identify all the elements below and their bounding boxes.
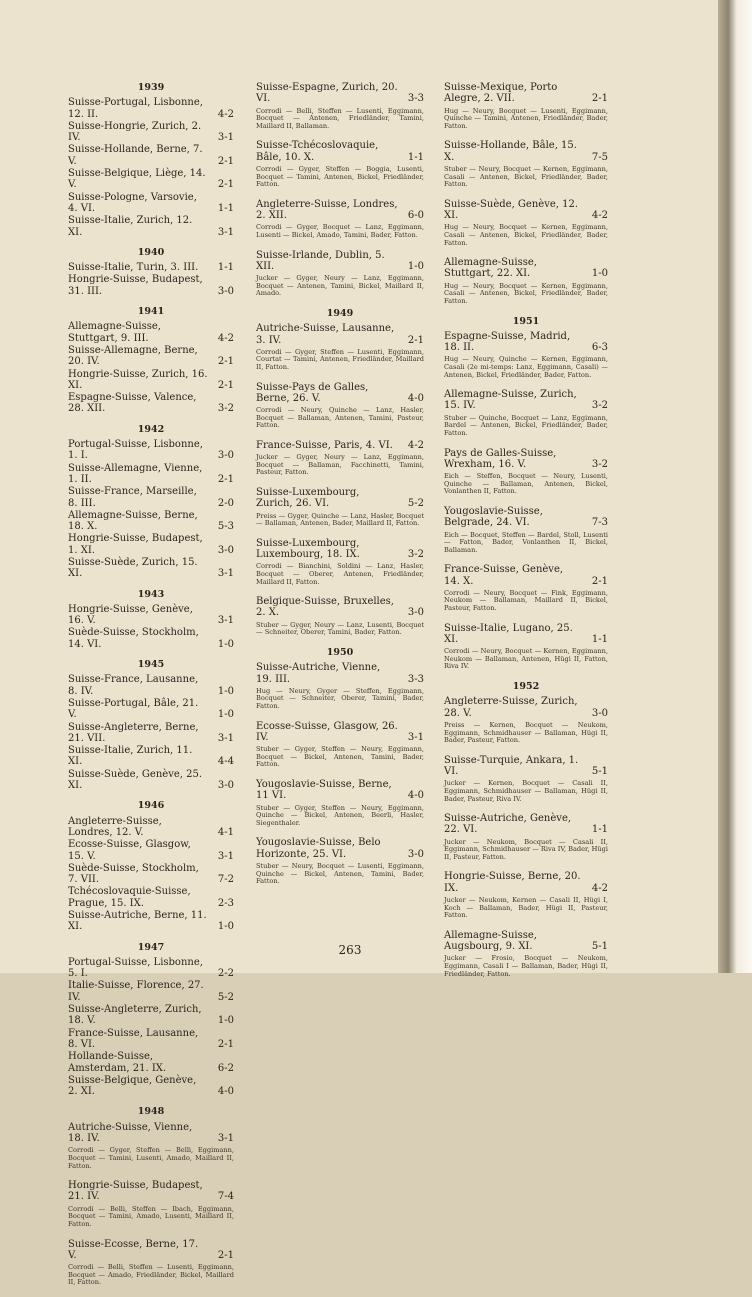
match-title: Suisse-Hongrie, Zurich, 2. IV. (68, 120, 202, 144)
match-entry (68, 192, 234, 215)
match-score: 3-0 (217, 285, 234, 297)
lineup-text: Corrodi — Gyger, Steffen — Boggia, Lusenti, Bocquet — Tamini, Antenen, Bickel, Friedländer, Fatton. (256, 164, 424, 189)
match-score: 3-0 (407, 848, 424, 860)
match-title: Tchécoslovaquie-Suisse, Prague, 15. IX. (68, 886, 191, 909)
match-title: Suisse-Angleterre, Berne, 21. VII. (68, 721, 199, 744)
match-entry (68, 345, 234, 368)
year-heading: 1941 (137, 306, 165, 318)
match-score: 3-0 (217, 450, 234, 462)
match-entry (256, 662, 424, 685)
lineup-text: Eich — Bocquet, Steffen — Bardel, Stoll, Lusenti — Fatton, Bader, Vonlanthen II, Bickel, Ballaman. (444, 530, 608, 554)
match-score: 3-0 (591, 707, 608, 719)
match-title: Suisse-Pays de Galles, Berne, 26. V. (256, 381, 369, 404)
match-title: Autriche-Suisse, Lausanne, 3. IV. (256, 323, 395, 346)
match-score: 1-1 (591, 824, 608, 836)
match-title: Suisse-Hollande, Bâle, 15. X. (444, 140, 577, 163)
match-entry (444, 930, 608, 953)
match-entry (68, 486, 234, 509)
match-entry (256, 837, 424, 860)
match-entry (68, 533, 234, 556)
lineup-text: Jucker — Kernen, Bocquet — Casali II, Eggimann, Schmidhauser — Ballaman, Hügi II, Bader, Pasteur, Riva IV. (444, 779, 608, 803)
match-title: Suisse-Suède, Genève, 12. XI. (444, 198, 579, 222)
match-title: France-Suisse, Paris, 4. VI. (256, 439, 393, 451)
match-title: Suisse-Belgique, Genève, 2. XI. (68, 1074, 197, 1098)
match-entry (68, 674, 234, 697)
match-score: 6-0 (407, 210, 424, 222)
lineup-text: Hug — Neury, Bocquet — Kernen, Eggimann, Casali — Antenen, Bickel, Friedländer, Bader, Fatton. (444, 223, 608, 247)
match-entry (68, 1004, 234, 1027)
match-entry (256, 440, 424, 451)
match-score: 1-0 (217, 709, 234, 721)
match-title: Suisse-Portugal, Lisbonne, 12. II. (68, 97, 203, 120)
match-score: 1-1 (591, 633, 608, 645)
match-title: Suisse-Luxembourg, Luxembourg, 18. IX. (256, 537, 360, 561)
match-score: 2-0 (217, 497, 234, 509)
match-score: 4-0 (217, 1086, 234, 1098)
match-entry (68, 1075, 234, 1098)
match-score: 2-1 (217, 1038, 234, 1050)
lineup-text: Stuber — Gyger, Steffen — Neury, Eggimann, Bocquet — Bickel, Antenen, Tamini, Bader, Fatton. (256, 745, 424, 769)
match-score: 4-4 (217, 756, 234, 768)
match-title: Angleterre-Suisse, Londres, 2. XII. (256, 198, 398, 222)
match-entry (68, 839, 234, 862)
match-title: Portugal-Suisse, Lisbonne, 5. I. (68, 956, 203, 980)
match-title: Hollande-Suisse, Amsterdam, 21. IX. (68, 1051, 167, 1074)
match-entry (68, 722, 234, 745)
match-entry (68, 769, 234, 792)
match-title: Suisse-Italie, Zurich, 12. XI. (68, 215, 193, 238)
year-heading: 1949 (326, 307, 354, 319)
match-title: France-Suisse, Lausanne, 8. VI. (68, 1027, 199, 1050)
match-entry (68, 1180, 234, 1203)
match-entry (444, 331, 608, 354)
match-score: 1-0 (217, 1015, 234, 1027)
year-heading: 1940 (137, 246, 165, 258)
match-score: 1-1 (217, 262, 234, 274)
match-entry (68, 97, 234, 120)
match-entry (68, 1028, 234, 1051)
match-entry (444, 871, 608, 894)
match-entry (444, 696, 608, 719)
match-score: 5-1 (591, 941, 608, 953)
match-score: 7-4 (217, 1191, 234, 1203)
match-title: Espagne-Suisse, Madrid, 18. II. (444, 330, 571, 354)
match-title: Allemagne-Suisse, Stuttgart, 22. XI. (444, 257, 537, 280)
match-score: 3-2 (591, 400, 608, 412)
match-score: 6-3 (591, 342, 608, 354)
match-score: 2-1 (217, 356, 234, 368)
match-entry (444, 257, 608, 280)
lineup-text: Jucker — Neukom, Kernen — Casali II, Hügi I, Koch — Ballaman, Bader, Hügi II, Pasteur, Fatton. (444, 896, 608, 920)
match-title: Angleterre-Suisse, Zurich, 28. V. (444, 696, 578, 719)
column-1 (68, 82, 234, 1297)
match-title: Hongrie-Suisse, Budapest, 1. XI. (68, 533, 203, 556)
match-score: 4-2 (591, 210, 608, 222)
lineup-text: Jucker — Frosio, Bocquet — Neukom, Eggimann, Casali I — Ballaman, Bader, Hügi II, Friedländer, Fatton. (444, 954, 608, 978)
match-entry (68, 510, 234, 533)
match-entry (444, 623, 608, 646)
match-entry (68, 1122, 234, 1145)
match-score: 2-3 (217, 897, 234, 909)
match-title: Suisse-Italie, Turin, 3. III. (68, 262, 199, 274)
match-score: 3-2 (407, 549, 424, 561)
match-score: 3-1 (217, 615, 234, 627)
match-title: Suisse-Hollande, Berne, 7. V. (68, 144, 203, 167)
match-entry (68, 463, 234, 486)
lineup-text: Corrodi — Gyger, Bocquet — Lanz, Eggimann, Lusenti — Bickel, Amado, Tamini, Bader, Fatton. (256, 223, 424, 239)
match-entry (68, 392, 234, 415)
match-title: Suisse-Angleterre, Zurich, 18. V. (68, 1004, 202, 1027)
match-entry (444, 813, 608, 836)
match-score: 2-1 (217, 179, 234, 191)
lineup-text: Hug — Neury, Bocquet — Lusenti, Eggimann, Quinche — Tamini, Antenen, Friedländer, Bader, Fatton. (444, 106, 608, 130)
lineup-text: Hug — Neury, Bocquet — Kernen, Eggimann, Casali — Antenen, Bickel, Friedländer, Bader, Fatton. (444, 281, 608, 305)
year-heading: 1951 (512, 315, 540, 327)
match-title: Suisse-Luxembourg, Zurich, 26. VI. (256, 487, 360, 510)
lineup-text: Eich — Steffen, Bocquet — Neury, Lusenti, Quinche — Ballaman, Antenen, Bickel, Vonlanthen II, Fatton. (444, 472, 608, 496)
match-title: Italie-Suisse, Florence, 27. IV. (68, 980, 204, 1003)
match-score: 2-2 (217, 968, 234, 980)
year-heading: 1946 (137, 800, 165, 812)
match-title: Hongrie-Suisse, Berne, 20. IX. (444, 871, 581, 894)
match-score: 3-1 (217, 1133, 234, 1145)
match-entry (68, 627, 234, 650)
match-score: 3-3 (407, 673, 424, 685)
match-title: Pays de Galles-Suisse, Wrexham, 16. V. (444, 447, 557, 470)
match-entry (444, 82, 608, 105)
match-title: Suisse-Autriche, Vienne, 19. III. (256, 662, 381, 685)
match-title: Hongrie-Suisse, Budapest, 31. III. (68, 274, 203, 297)
match-score: 5-3 (217, 521, 234, 533)
year-heading: 1947 (137, 941, 165, 953)
match-entry (68, 144, 234, 167)
match-title: Suisse-Turquie, Ankara, 1. VI. (444, 754, 579, 778)
match-score: 3-1 (217, 226, 234, 238)
year-heading: 1945 (137, 659, 165, 671)
match-entry (444, 140, 608, 163)
match-title: Suisse-Mexique, Porto Alegre, 2. VII. (444, 82, 558, 105)
match-score: 5-1 (591, 766, 608, 778)
lineup-text: Corrodi — Neury, Bocquet — Fink, Eggimann, Neukom — Ballaman, Maillard II, Bickel, Pasteur, Fatton. (444, 588, 608, 613)
match-score: 2-1 (217, 379, 234, 391)
match-title: Suisse-Italie, Lugano, 25. XI. (444, 622, 573, 645)
match-title: Yougoslavie-Suisse, Berne, 11 VI. (256, 779, 392, 802)
match-entry (68, 863, 234, 886)
match-entry (256, 199, 424, 222)
match-entry (256, 250, 424, 273)
match-score: 2-1 (217, 1249, 234, 1261)
match-entry (68, 1051, 234, 1074)
lineup-text: Stuber — Quinche, Bocquet — Lanz, Eggimann, Bardel — Antenen, Bickel, Friedländer, Bader, Fatton. (444, 413, 608, 437)
match-entry (68, 1239, 234, 1262)
match-entry (256, 323, 424, 346)
match-title: Suisse-Tchécoslovaquie, Bâle, 10. X. (256, 140, 379, 163)
match-entry (68, 262, 234, 273)
match-title: Suisse-Allemagne, Berne, 20. IV. (68, 344, 198, 368)
lineup-text: Corrodi — Bianchini, Soldini — Lanz, Hasler, Bocquet — Oberer, Antenen, Friedländer, Maillard II, Fatton. (256, 562, 424, 586)
match-entry (256, 487, 424, 510)
match-entry (256, 779, 424, 802)
match-entry (68, 121, 234, 144)
column-3 (444, 82, 608, 988)
match-score: 4-2 (217, 108, 234, 120)
lineup-text: Jucker — Neukom, Bocquet — Casali II, Eggimann, Schmidhauser — Riva IV, Bader, Hügi II, Pasteur, Fatton. (444, 837, 608, 861)
match-entry (68, 886, 234, 909)
match-score: 4-1 (217, 826, 234, 838)
year-heading: 1942 (137, 423, 165, 435)
lineup-text: Corrodi — Gyger, Steffen — Belli, Eggimann, Bocquet — Tamini, Lusenti, Amado, Maillard II, Fatton. (68, 1146, 234, 1170)
match-title: Allemagne-Suisse, Augsbourg, 9. XI. (444, 929, 537, 953)
match-score: 4-2 (217, 332, 234, 344)
match-title: Suisse-Belgique, Liège, 14. V. (68, 168, 206, 191)
match-entry (256, 82, 424, 105)
match-title: Suisse-Pologne, Varsovie, 4. VI. (68, 191, 197, 214)
match-title: Allemagne-Suisse, Zurich, 15. IV. (444, 389, 577, 412)
match-title: Suède-Suisse, Stockholm, 14. VI. (68, 627, 199, 650)
match-title: Suisse-France, Lausanne, 8. IV. (68, 674, 199, 697)
match-score: 1-0 (217, 638, 234, 650)
match-entry (68, 604, 234, 627)
match-entry (256, 596, 424, 619)
match-title: Yougoslavie-Suisse, Belo Horizonte, 25. VI. (256, 837, 381, 860)
match-score: 3-1 (217, 732, 234, 744)
match-title: Hongrie-Suisse, Genève, 16. V. (68, 603, 193, 627)
year-heading: 1950 (326, 646, 354, 658)
match-score: 5-2 (407, 498, 424, 510)
match-title: France-Suisse, Genève, 14. X. (444, 564, 564, 587)
lineup-text: Stuber — Neury, Bocquet — Kernen, Eggimann, Casali — Antenen, Bickel, Friedländer, Bader, Fatton. (444, 164, 608, 189)
match-entry (68, 557, 234, 580)
page-number: 263 (338, 943, 362, 957)
column-2 (256, 82, 424, 896)
lineup-text: Corrodi — Neury, Quinche — Lanz, Hasler, Bocquet — Ballaman, Antenen, Tamini, Pasteur, Fatton. (256, 406, 424, 430)
match-entry (68, 698, 234, 721)
match-title: Hongrie-Suisse, Zurich, 16. XI. (68, 368, 208, 391)
match-score: 3-3 (407, 93, 424, 105)
match-entry (68, 980, 234, 1003)
match-score: 4-2 (407, 439, 424, 451)
match-score: 4-0 (407, 790, 424, 802)
match-title: Belgique-Suisse, Bruxelles, 2. X. (256, 596, 394, 619)
match-entry (256, 140, 424, 163)
year-heading: 1943 (137, 588, 165, 600)
match-title: Suisse-Autriche, Genève, 22. VI. (444, 813, 572, 836)
match-score: 2-1 (591, 575, 608, 587)
match-title: Suisse-Suède, Genève, 25. XI. (68, 768, 203, 792)
lineup-text: Stuber — Gyger, Steffen — Neury, Eggimann, Quinche — Bickel, Antenen, Beerli, Hasler, Siegenthaler. (256, 803, 424, 827)
match-entry (444, 755, 608, 778)
match-score: 1-1 (407, 151, 424, 163)
match-entry (256, 538, 424, 561)
match-score: 1-0 (217, 685, 234, 697)
match-entry (68, 274, 234, 297)
match-score: 5-2 (217, 991, 234, 1003)
match-title: Yougoslavie-Suisse, Belgrade, 24. VI. (444, 505, 543, 529)
year-heading: 1948 (137, 1106, 165, 1118)
match-score: 7-3 (591, 517, 608, 529)
match-score: 4-0 (407, 392, 424, 404)
match-title: Suisse-Suède, Zurich, 15. XI. (68, 556, 198, 580)
match-score: 1-0 (217, 921, 234, 933)
match-score: 1-0 (591, 268, 608, 280)
match-title: Ecosse-Suisse, Glasgow, 26. IV. (256, 720, 398, 743)
match-score: 3-1 (217, 132, 234, 144)
match-score: 3-1 (407, 731, 424, 743)
match-score: 6-2 (217, 1062, 234, 1074)
match-score: 3-1 (217, 568, 234, 580)
match-score: 1-1 (217, 202, 234, 214)
match-entry (68, 369, 234, 392)
match-entry (68, 910, 234, 933)
match-entry (68, 439, 234, 462)
lineup-text: Corrodi — Belli, Steffen — Lusenti, Eggimann, Bocquet — Amado, Friedländer, Bickel, Maillard II, Fatton. (68, 1263, 234, 1287)
match-score: 2-1 (217, 155, 234, 167)
match-score: 3-0 (217, 780, 234, 792)
match-title: Allemagne-Suisse, Berne, 18. X. (68, 509, 198, 533)
lineup-text: Jucker — Gyger, Neury — Lanz, Eggimann, Bocquet — Ballaman, Facchinetti, Tamini, Pasteur, Fatton. (256, 453, 424, 477)
match-score: 3-1 (217, 850, 234, 862)
match-title: Suisse-Espagne, Zurich, 20. VI. (256, 82, 398, 105)
year-heading: 1952 (512, 681, 540, 693)
match-entry (68, 816, 234, 839)
match-title: Autriche-Suisse, Vienne, 18. IV. (68, 1121, 193, 1145)
match-title: Suisse-Irlande, Dublin, 5. XII. (256, 249, 385, 272)
match-score: 1-0 (407, 260, 424, 272)
lineup-text: Corrodi — Gyger, Steffen — Lusenti, Eggimann, Courtat — Tamini, Antenen, Friedländer, Maillard II, Fatton. (256, 347, 424, 371)
lineup-text: Corrodi — Neury, Bocquet — Kernen, Eggimann, Neukom — Ballaman, Antenen, Hügi II, Fatton, Riva IV. (444, 647, 608, 671)
match-score: 3-0 (217, 544, 234, 556)
lineup-text: Preiss — Gyger, Quinche — Lanz, Hasler, Bocquet — Ballaman, Antenen, Bader, Maillard II, Fatton. (256, 511, 424, 528)
lineup-text: Hug — Neury, Gyger — Steffen, Eggimann, Bocquet — Schneiter, Oberer, Tamini, Bader, Fatton. (256, 686, 424, 711)
match-title: Suède-Suisse, Stockholm, 7. VII. (68, 862, 199, 886)
match-entry (68, 215, 234, 238)
lineup-text: Stuber — Neury, Bocquet — Lusenti, Eggimann, Quinche — Bickel, Antenen, Tamini, Bader, Fatton. (256, 861, 424, 886)
match-score: 7-2 (217, 874, 234, 886)
match-title: Allemagne-Suisse, Stuttgart, 9. III. (68, 321, 161, 344)
match-entry (444, 564, 608, 587)
match-title: Ecosse-Suisse, Glasgow, 15. V. (68, 839, 191, 862)
match-entry (68, 168, 234, 191)
year-heading: 1939 (137, 82, 165, 93)
lineup-text: Preiss — Kernen, Bocquet — Neukom, Eggimann, Schmidhauser — Ballaman, Hügi II, Bader, Pasteur, Fatton. (444, 720, 608, 745)
page-edge (718, 0, 752, 973)
match-title: Suisse-Portugal, Bâle, 21. V. (68, 697, 199, 721)
match-entry (444, 199, 608, 222)
match-title: Angleterre-Suisse, Londres, 12. V. (68, 815, 162, 838)
match-title: Hongrie-Suisse, Budapest, 21. IV. (68, 1180, 203, 1203)
lineup-text: Stuber — Gyger, Neury — Lanz, Lusenti, Bocquet — Schneiter, Oberer, Tamini, Bader, Fatton. (256, 620, 424, 637)
match-entry (444, 506, 608, 529)
match-entry (68, 745, 234, 768)
match-title: Portugal-Suisse, Lisbonne, 1. I. (68, 439, 203, 462)
lineup-text: Hug — Neury, Quinche — Kernen, Eggimann, Casali (2e mi-temps: Lanz, Eggimann, Casali) — Antenen, Bickel, Friedländer, Bader, Fatton. (444, 355, 608, 379)
match-title: Espagne-Suisse, Valence, 28. XII. (68, 392, 197, 415)
match-entry (256, 382, 424, 405)
lineup-text: Corrodi — Belli, Steffen — Lusenti, Eggimann, Bocquet — Antenen, Friedländer, Tamini, Maillard II, Ballaman. (256, 106, 424, 130)
match-score: 4-2 (591, 882, 608, 894)
match-entry (68, 321, 234, 344)
match-title: Suisse-France, Marseille, 8. III. (68, 486, 197, 509)
match-entry (444, 448, 608, 471)
match-entry (444, 389, 608, 412)
match-title: Suisse-Ecosse, Berne, 17. V. (68, 1238, 199, 1261)
match-title: Suisse-Allemagne, Vienne, 1. II. (68, 462, 203, 485)
match-score: 3-2 (591, 458, 608, 470)
match-title: Suisse-Autriche, Berne, 11. XI. (68, 910, 207, 933)
match-score: 2-1 (591, 93, 608, 105)
match-score: 7-5 (591, 151, 608, 163)
match-score: 2-1 (407, 334, 424, 346)
match-entry (256, 721, 424, 744)
lineup-text: Corrodi — Belli, Steffen — Ibach, Eggimann, Bocquet — Tamini, Amado, Lusenti, Maillard II, Fatton. (68, 1204, 234, 1228)
match-title: Suisse-Italie, Zurich, 11. XI. (68, 745, 193, 768)
match-entry (68, 957, 234, 980)
match-score: 3-2 (217, 403, 234, 415)
match-score: 2-1 (217, 473, 234, 485)
lineup-text: Jucker — Gyger, Neury — Lanz, Eggimann, Bocquet — Antenen, Tamini, Bickel, Maillard II, Amado. (256, 274, 424, 298)
match-score: 3-0 (407, 607, 424, 619)
